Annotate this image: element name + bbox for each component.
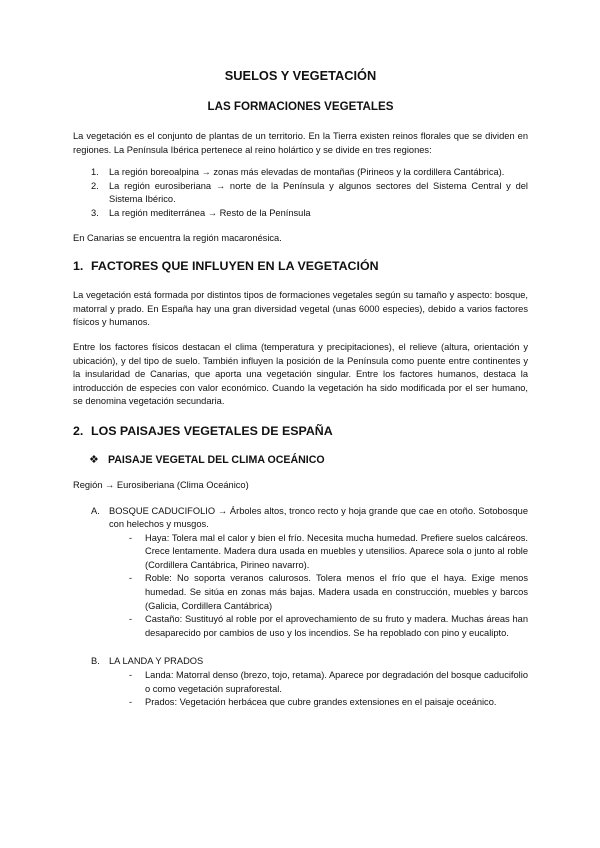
- group-letter: A.: [91, 505, 100, 516]
- group-title: LA LANDA Y PRADOS: [109, 656, 204, 667]
- dash-bullet: -: [129, 670, 133, 681]
- list-text: Roble: No soporta veranos calurosos. Tolera menos el frío que el haya. Exige menos humedad. Se sitúa en zonas más bajas. Madera usada en construcción, muebles y barcos (Galicia, Cordillera Cantábrica): [145, 573, 528, 611]
- list-item: [127, 669, 528, 696]
- list-number: 3.: [91, 207, 99, 218]
- section-heading-2: [73, 424, 528, 439]
- page-title: SUELOS Y VEGETACIÓN: [224, 68, 377, 83]
- dash-bullet: -: [129, 614, 133, 625]
- dash-bullet: -: [129, 532, 133, 543]
- list-text: Prados: Vegetación herbácea que cubre grandes extensiones en el paisaje oceánico.: [145, 697, 497, 708]
- list-text: Landa: Matorral denso (brezo, tojo, retama). Aparece por degradación del bosque caducifolio o como vegetación supraforestal.: [145, 670, 528, 694]
- list-item: [127, 696, 528, 710]
- list-text: La región boreoalpina → zonas más elevadas de montañas (Pirineos y la cordillera Cantábrica).: [109, 167, 505, 178]
- group-a: [73, 505, 528, 641]
- intro-paragraph: La vegetación es el conjunto de plantas de un territorio. En la Tierra existen reinos florales que se dividen en regiones. La Península Ibérica pertenece al reino holártico y se divide en tres regiones:: [73, 131, 528, 155]
- list-item: [73, 166, 528, 180]
- group-b-list: [127, 669, 528, 710]
- list-item: [73, 180, 528, 207]
- diamond-bullet-icon: ❖: [89, 453, 99, 466]
- list-text: La región eurosiberiana → norte de la Península y algunos sectores del Sistema Central y del Sistema Ibérico.: [109, 180, 528, 205]
- regions-list: [73, 166, 528, 220]
- dash-bullet: -: [129, 573, 133, 584]
- section-heading-1: [73, 259, 528, 274]
- subsection-title: PAISAJE VEGETAL DEL CLIMA OCEÁNICO: [108, 453, 325, 466]
- section-number: 2.: [73, 423, 84, 438]
- section-title: FACTORES QUE INFLUYEN EN LA VEGETACIÓN: [91, 259, 379, 274]
- group-letter: B.: [91, 656, 100, 667]
- group-title: BOSQUE CADUCIFOLIO → Árboles altos, tronco recto y hoja grande que cae en otoño. Sotobosque con helechos y musgos.: [109, 505, 528, 530]
- region-line: Región → Eurosiberiana (Clima Oceánico): [73, 479, 249, 490]
- list-number: 1.: [91, 167, 99, 178]
- list-item: [127, 572, 528, 613]
- list-item: [73, 207, 528, 221]
- group-a-list: [127, 532, 528, 641]
- list-item: [127, 532, 528, 573]
- list-text: La región mediterránea → Resto de la Península: [109, 207, 311, 218]
- page-subtitle: LAS FORMACIONES VEGETALES: [207, 100, 394, 113]
- section1-paragraph-2: Entre los factores físicos destacan el clima (temperatura y precipitaciones), el relieve (altura, orientación y ubicación), y del tipo de suelo. También influyen la posición de la Península como puente entre continentes y la insularidad de Canarias, que aporta una vegetación singular. Entre los factores humanos, destaca la introducción de especies con valor económico. Cuando la vegetación ha sido modificada por el ser humano, se denomina vegetación secundaria.: [73, 341, 528, 407]
- list-text: Castaño: Sustituyó al roble por el aprovechamiento de su fruto y madera. Muchas áreas han desaparecido por cambios de uso y los incendios. Se ha repoblado con pino y eucalipto.: [145, 614, 528, 638]
- canarias-paragraph: En Canarias se encuentra la región macaronésica.: [73, 232, 282, 243]
- section-number: 1.: [73, 259, 84, 274]
- section-title: LOS PAISAJES VEGETALES DE ESPAÑA: [91, 423, 333, 438]
- list-item: [127, 613, 528, 640]
- dash-bullet: -: [129, 697, 133, 708]
- section1-paragraph-1: La vegetación está formada por distintos tipos de formaciones vegetales según su tamaño y aspecto: bosque, matorral y prado. En España hay una gran diversidad vegetal (unas 6000 especies), debido a varios factores físicos y humanos.: [73, 290, 528, 328]
- subsection-heading: [89, 454, 528, 467]
- group-b: [73, 655, 528, 709]
- list-text: Haya: Tolera mal el calor y bien el frío. Necesita mucha humedad. Prefiere suelos calcáreos. Crece lentamente. Madera dura usada en muebles y utensilios. Aparece sola o junto al roble (Cordillera Cantábrica, Pirineo navarro).: [145, 532, 528, 570]
- list-number: 2.: [91, 180, 99, 191]
